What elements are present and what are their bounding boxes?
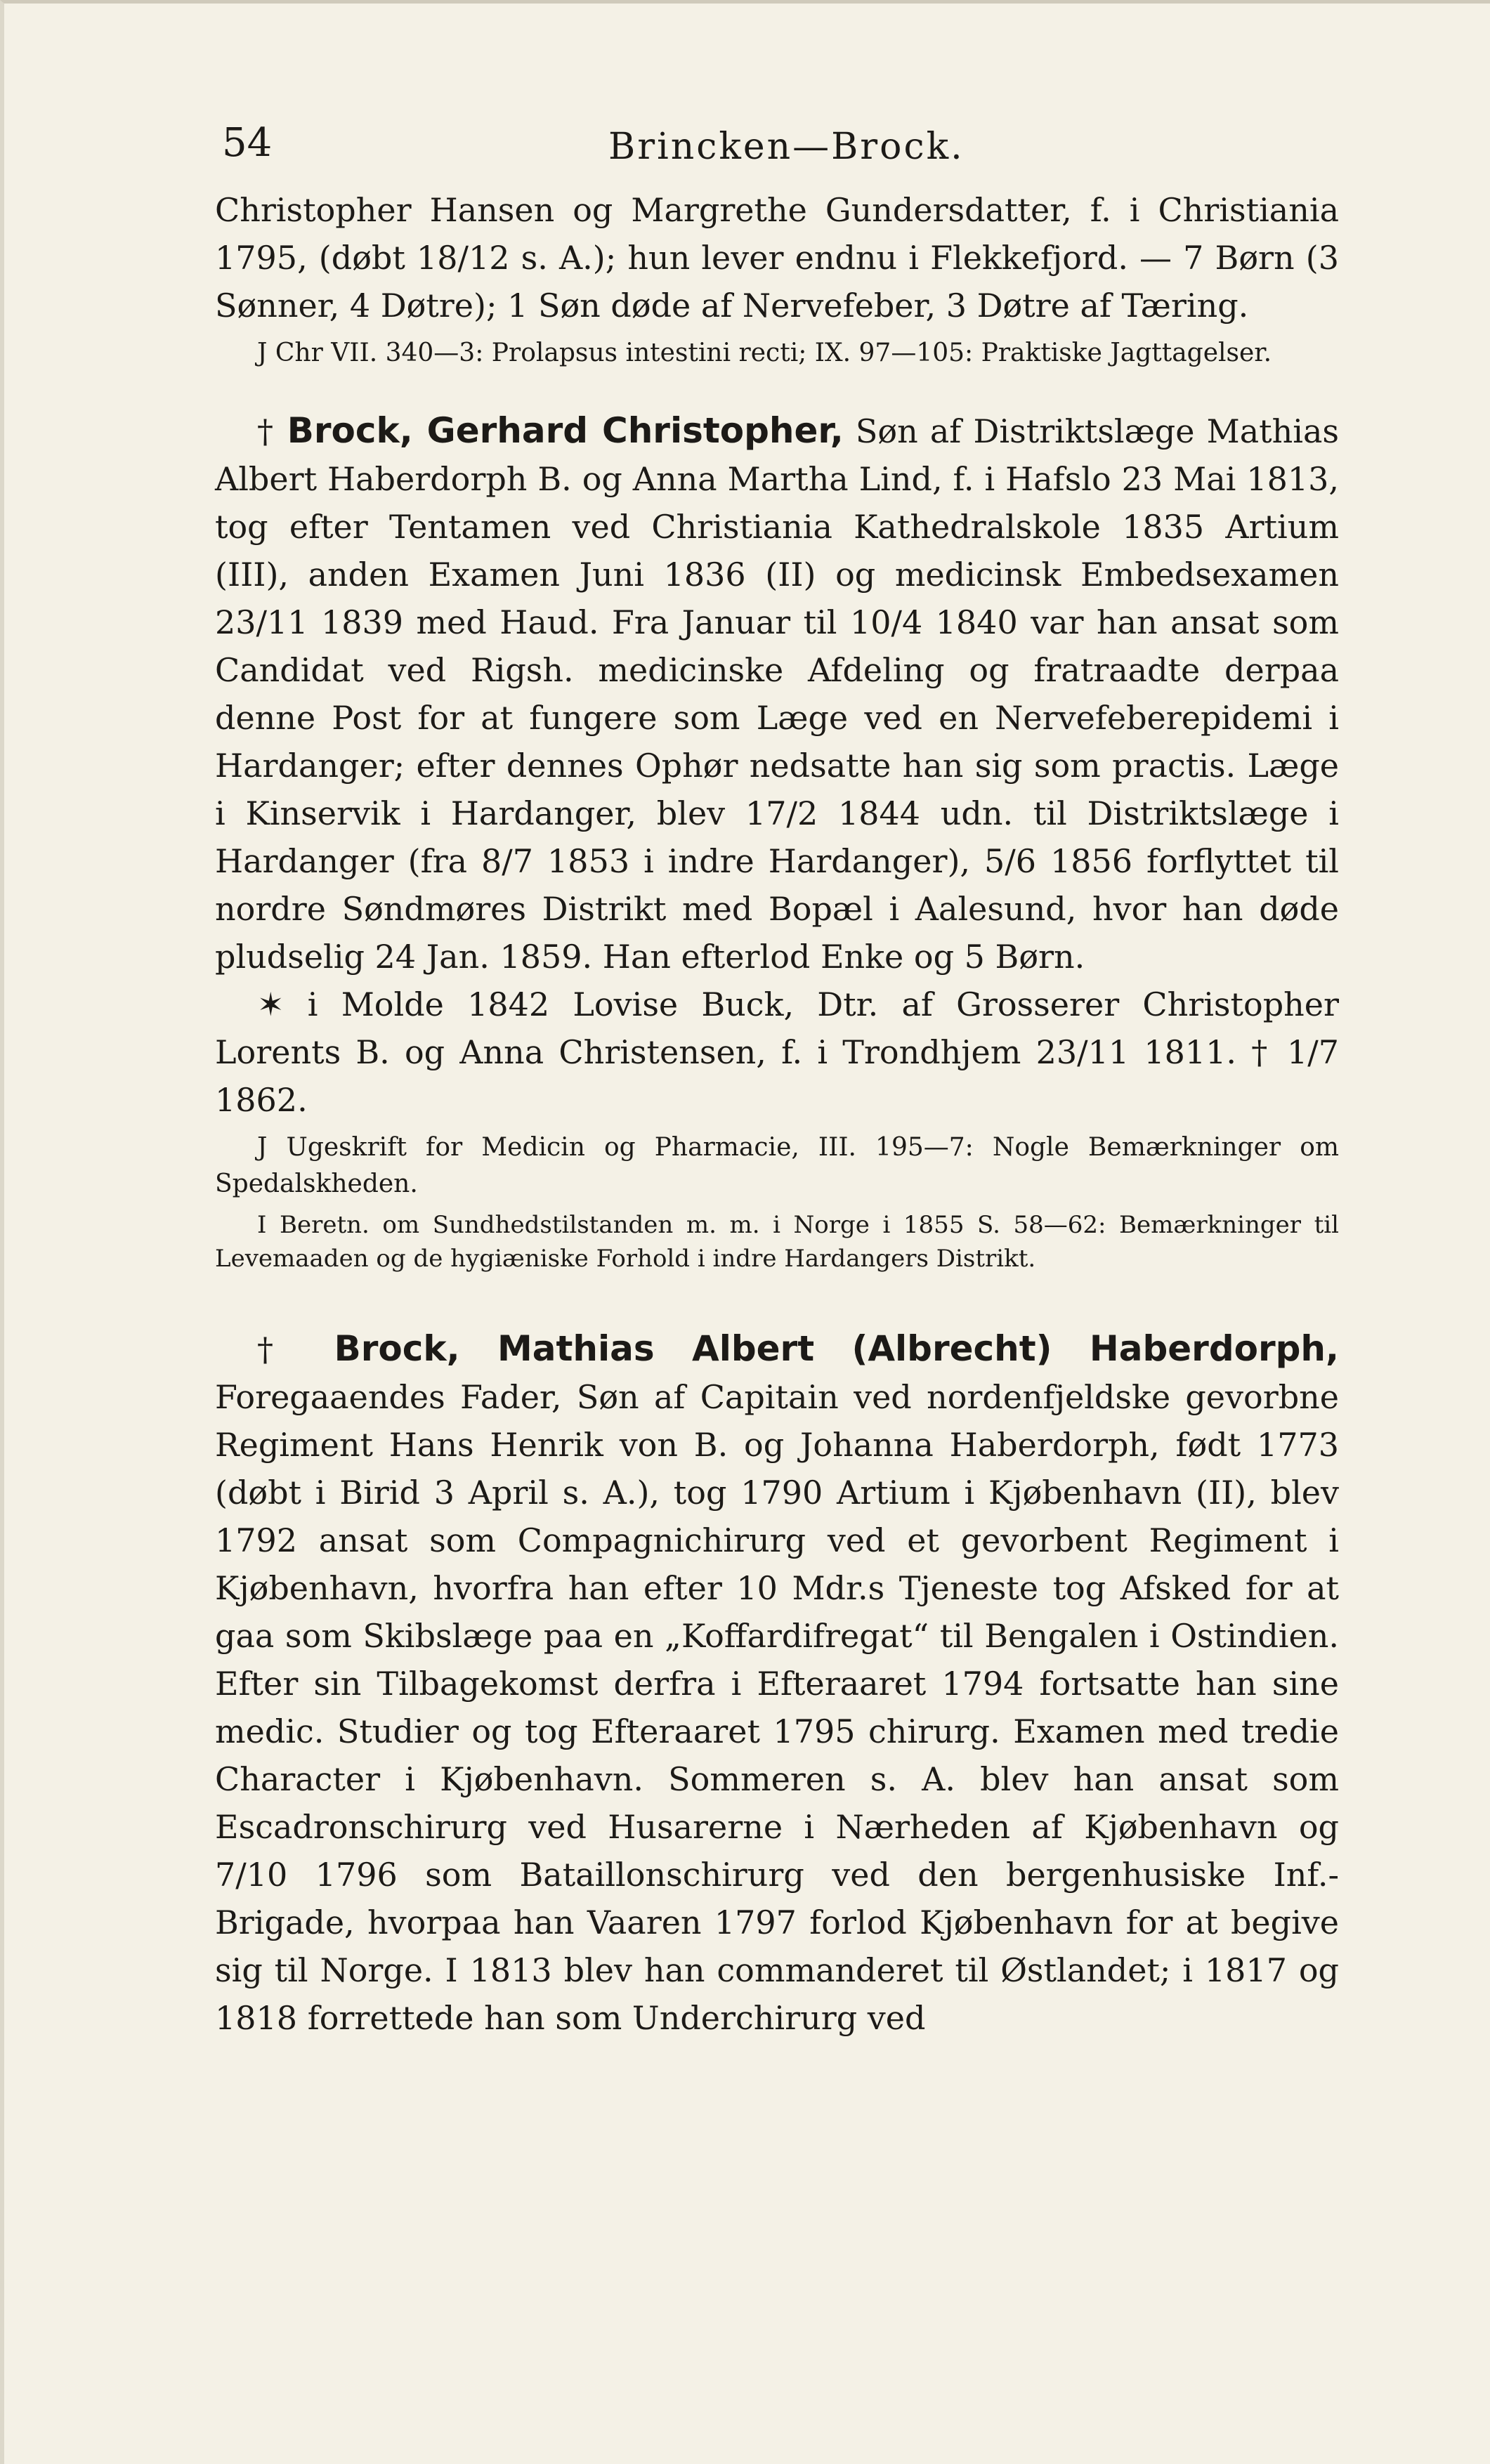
reference-note: I Beretn. om Sundhedstilstanden m. m. i Norge i 1855 S. 58—62: Bemærkninger til Levemaaden og de hygiæniske Forhold i indre Hardangers Distrikt.	[215, 1211, 1339, 1273]
reference-note: J Chr VII. 340—3: Prolapsus intestini recti; IX. 97—105: Praktiske Jagttagelser.	[257, 339, 1272, 367]
entry-body: Søn af Distriktslæge Mathias Albert Haberdorph B. og Anna Martha Lind, f. i Hafslo 23 Mai 1813, tog efter Tentamen ved Christiania Kathedralskole 1835 Artium (III), anden Examen Juni 1836 (II) og medicinsk Embedsexamen 23/11 1839 med Haud. Fra Januar til 10/4 1840 var han ansat som Candidat ved Rigsh. medicinske Afdeling og fratraadte derpaa denne Post for at fungere som Læge ved en Nervefeberepidemi i Hardanger; efter dennes Ophør nedsatte han sig som practis. Læge i Kinservik i Hardanger, blev 17/2 1844 udn. til Distriktslæge i Hardanger (fra 8/7 1853 i indre Hardanger), 5/6 1856 forflyttet til nordre Søndmøres Distrikt med Bopæl i Aalesund, hvor han døde pludselig 24 Jan. 1859. Han efterlod Enke og 5 Børn.	[215, 412, 1340, 976]
running-head: Brincken—Brock.	[608, 126, 965, 168]
marriage-note: ✶ i Molde 1842 Lovise Buck, Dtr. af Grosserer Christopher Lorents B. og Anna Christensen, f. i Trondhjem 23/11 1811. † 1/7 1862.	[215, 985, 1339, 1119]
entry-gerhard-christopher-brock	[215, 407, 1339, 1276]
entry-mathias-albert-brock	[215, 1325, 1339, 2042]
dagger-symbol: †	[257, 412, 275, 450]
page-content	[215, 109, 1339, 2042]
reference-note: J Ugeskrift for Medicin og Pharmacie, III. 195—7: Nogle Bemærkninger om Spedalskheden.	[215, 1133, 1339, 1198]
page-header	[215, 109, 1339, 186]
entry-name: Brock, Gerhard Christopher,	[287, 410, 844, 451]
entry-paragraph	[215, 1325, 1339, 2042]
continued-paragraph: Christopher Hansen og Margrethe Gundersdatter, f. i Christiania 1795, (døbt 18/12 s. A.); hun lever endnu i Flekkefjord. — 7 Børn (3 Sønner, 4 Døtre); 1 Søn døde af Nervefeber, 3 Døtre af Tæring.	[215, 191, 1339, 325]
dagger-symbol: †	[257, 1330, 299, 1368]
entry-paragraph	[215, 407, 1339, 981]
entry-body: Foregaaendes Fader, Søn af Capitain ved nordenfjeldske gevorbne Regiment Hans Henrik von B. og Johanna Haberdorph, født 1773 (døbt i Birid 3 April s. A.), tog 1790 Artium i Kjøbenhavn (II), blev 1792 ansat som Compagnichirurg ved et gevorbent Regiment i Kjøbenhavn, hvorfra han efter 10 Mdr.s Tjeneste tog Afsked for at gaa som Skibslæge paa en „Koffardifregat“ til Bengalen i Ostindien. Efter sin Tilbagekomst derfra i Efteraaret 1794 fortsatte han sine medic. Studier og tog Efteraaret 1795 chirurg. Examen med tredie Character i Kjøbenhavn. Sommeren s. A. blev han ansat som Escadronschirurg ved Husarerne i Nærheden af Kjøbenhavn og 7/10 1796 som Bataillonschirurg ved den bergenhusiske Inf.-Brigade, hvorpaa han Vaaren 1797 forlod Kjøbenhavn for at begive sig til Norge. I 1813 blev han commanderet til Østlandet; i 1817 og 1818 forrettede han som Underchirurg ved	[215, 1378, 1339, 2037]
page-number: 54	[222, 120, 273, 166]
entry-name: Brock, Mathias Albert (Albrecht) Haberdorph,	[334, 1328, 1340, 1369]
